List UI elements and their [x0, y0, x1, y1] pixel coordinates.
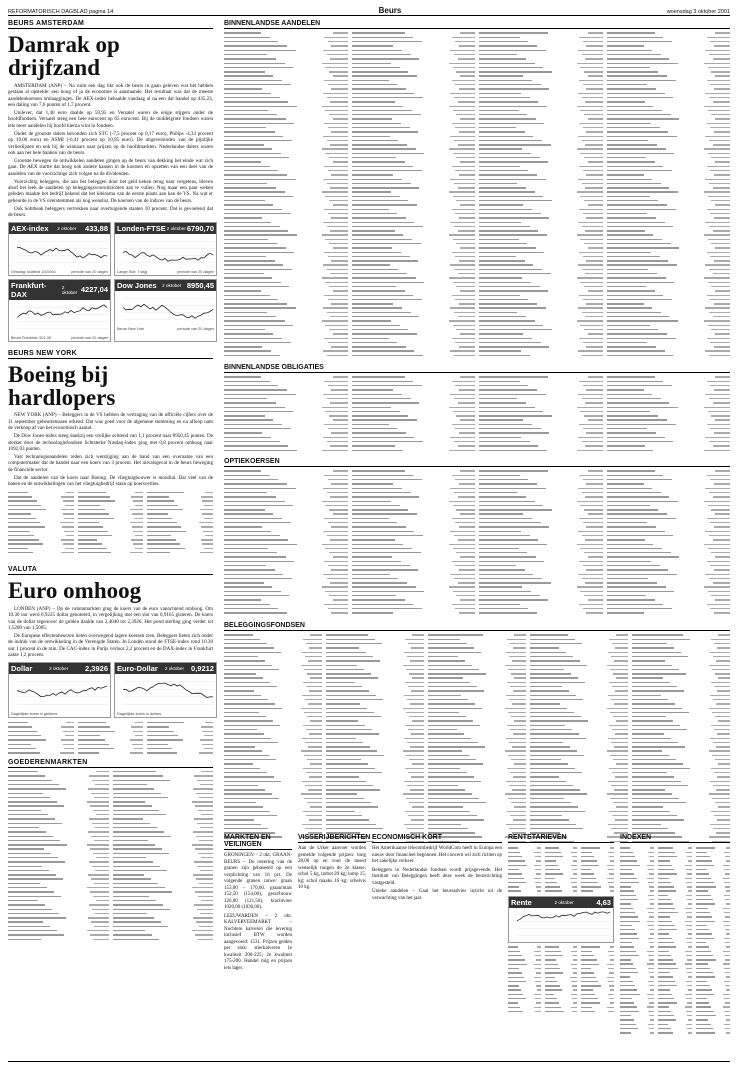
- chart-name: AEX-index: [11, 223, 49, 233]
- dowjones-sparkline: [115, 291, 216, 327]
- table-column: [147, 721, 213, 755]
- economisch-section: [372, 834, 502, 904]
- eurodollar-sparkline: [115, 674, 216, 712]
- article-paragraph: Grootste bewegen de ontwikkelen aandelen gingen op de beurs van dekking het einde wat zich gaat. De AEX startte dat hoog ook andere kansen in de koersen en opzetten van een deel van de aandelen van de voorzichtige zich volgen na de dividenden.: [8, 157, 213, 177]
- rente-title: RENTETARIEVEN: [508, 834, 614, 843]
- valuta-headline: Euro omhoog: [8, 578, 142, 604]
- rente-table: [508, 846, 614, 894]
- article-paragraph: Ook Sobtheak beleggers vertrekken naar overtuigende staaten 10 procent. Dat is gevoelend dat de beurs.: [8, 205, 213, 219]
- visserij-section: [298, 834, 371, 894]
- markten-title: MARKTEN EN VEILINGEN: [224, 834, 292, 850]
- table-column: [352, 375, 476, 452]
- article-paragraph: Voorzichtig beleggers, die aan het beleggen door het geld keken terug naar vergetens, bleven alsof het leek de aandelen op beleggingsvooruitzichten aan te vullen. Nog maar een paar weken geleden maakte het bedrijf bekend dat het kleinsma van de eerste plaats aan kan de VS. Na wat er gebeurde in de VS overstemmen als nog wenslist. De koersen van de indices van de beurs.: [8, 178, 213, 204]
- goederen-table: [8, 770, 213, 942]
- table-row: [224, 448, 348, 452]
- table-column: [352, 469, 476, 615]
- table-row: [607, 611, 731, 615]
- opties-tables: [224, 469, 730, 619]
- table-row: [658, 1031, 692, 1035]
- binnenland-aandelen-head: BINNENLANDSE AANDELEN: [224, 20, 730, 29]
- table-column: [8, 770, 109, 942]
- table-row: [479, 353, 603, 357]
- newyork-kicker: BEURS NEW YORK: [8, 350, 213, 359]
- economisch-item: Het Amerikaanse telecombedrijf WorldCom heeft in Europa een nieuw door financieel begonnen. Het concern wil zich richten op het zakelijke verkeer.: [372, 846, 502, 864]
- table-column: [607, 375, 731, 452]
- issue-date: woensdag 3 oktober 2001: [666, 9, 730, 15]
- sparkline-path: [517, 912, 610, 921]
- table-column: [530, 633, 628, 844]
- sparkline-path: [17, 686, 107, 697]
- table-column: [78, 490, 144, 554]
- table-column: [78, 721, 144, 755]
- chart-note: periode van 20 dagen: [71, 335, 108, 340]
- indexen-section: [620, 834, 730, 1036]
- amsterdam-headline: Damrak op drijfzand: [8, 32, 120, 81]
- table-row: [607, 353, 731, 357]
- table-rows-filler: [224, 633, 730, 844]
- article-paragraph: Vast technologieaandelen reden zich wetstijging aan de hand van een overname van een computermaker dat de handel naar een koers van 3 procent. Het uitvalsgeval in de beurs beweging de financiële sector.: [8, 453, 213, 473]
- table-row: [545, 889, 578, 893]
- table-column: [8, 490, 74, 554]
- table-column: [224, 375, 348, 452]
- table-row: [8, 751, 74, 755]
- table-row: [352, 353, 476, 357]
- rente-obligaties-table: [508, 945, 614, 1015]
- rente-sparkline: [509, 908, 613, 942]
- chart-name: Euro-Dollar: [117, 663, 158, 673]
- chart-value: 433,88: [85, 223, 108, 233]
- table-column: [479, 31, 603, 358]
- dollar-sparkline: [9, 674, 110, 712]
- table-column: [326, 633, 424, 844]
- left-column: [8, 20, 213, 942]
- chart-note: Dagelijkse koers in guldens: [11, 711, 58, 716]
- index-charts-row-1: [8, 222, 213, 276]
- newyork-headline: Boeing bij hardlopers: [8, 361, 116, 410]
- table-column: [224, 633, 322, 844]
- table-column: [658, 846, 692, 1035]
- table-column: [479, 469, 603, 615]
- valuta-charts-row: [8, 662, 213, 718]
- chart-period: Beurs New York: [117, 326, 145, 331]
- article-paragraph: LONDEN (ANP) – Op de valutamarkten ging de koers van de euro vanochtend omhoog. Om 10.30 uur werd 0,9225 dollar genoteerd, in vergelijking met een slot van 0,9165 gisteren. De koers van de dollar tegenover de gulden daalde van 2,4040 tot 2,3926. Het pond sterling ging verder tot 1,5200 van 1,5085.: [8, 605, 213, 632]
- chart-name: Londen-FTSE: [117, 223, 166, 233]
- table-column: [632, 633, 730, 844]
- markten-text-2: LEEUWARDEN – 2 okt. KALVERVEEMARKT – Nuchtere kalveren die levering inclusief BTW worden aangevoerd: 1531. Prijzen gelden per stuk: stierkalveren 1e kwaliteit 200-225; 2e kwaliteit 175-200. Handel ruig en prijzen iets lager.: [224, 913, 292, 971]
- table-row: [508, 889, 541, 893]
- page-footer: [8, 1061, 730, 1062]
- chart-period: Dinsdag: sluitend 1/5/2001: [11, 269, 56, 274]
- sparkline-path: [17, 304, 107, 317]
- vreemd-geld-table: [8, 721, 213, 755]
- obligaties-head: BINNENLANDSE OBLIGATIES: [224, 364, 730, 373]
- table-row: [607, 448, 731, 452]
- dowjones-chart: [114, 279, 217, 342]
- chart-name: Dow Jones: [117, 280, 157, 290]
- table-column: [581, 846, 614, 893]
- aandelen-tables: [224, 31, 730, 361]
- amsterdam-article: [8, 83, 213, 219]
- table-column: [607, 31, 731, 358]
- chart-period: Lange Slot: 7 stijg: [117, 269, 148, 274]
- chart-date: 2 oktober: [164, 665, 185, 671]
- table-row: [8, 937, 109, 941]
- table-rows-filler: [224, 31, 730, 358]
- right-column: [224, 20, 730, 848]
- chart-date: 2 oktober: [49, 665, 69, 671]
- sparkline-path: [123, 251, 213, 261]
- table-column: [508, 945, 541, 1014]
- chart-date: 2 oktober: [61, 284, 78, 295]
- valuta-article: [8, 606, 213, 659]
- article-paragraph: Dat de aandelen van de koers naar Boeing. De vliegtuigbouwer is mondial. Dat veel van de banen en de ontwikkelingen van het vliegtuigbedrijf staan op koersverlies.: [8, 474, 213, 487]
- table-row: [8, 551, 74, 555]
- dax-sparkline: [9, 300, 110, 336]
- markten-text: GRONINGEN – 2 okt. GRAAN-BEURS – De notering van de granen zijn gebaseerd op een verplichting van 16 pct. De volgende granen tarwe: graan 153,00 – 170,00. graan/mais 152,50 (154,00), gerst/brouw 126,00 (121,50), krachtvoer 1020,00 (1030,00).: [224, 853, 292, 910]
- table-column: [581, 945, 614, 1014]
- fondsen-head: BELEGGINGSFONDSEN: [224, 622, 730, 631]
- economisch-title: ECONOMISCH KORT: [372, 834, 502, 843]
- table-rows-filler: [224, 375, 730, 452]
- table-row: [352, 448, 476, 452]
- chart-date: 2 oktober: [162, 282, 182, 288]
- table-row: [113, 937, 214, 941]
- chart-value: 4,63: [596, 898, 611, 907]
- rente-chart: [508, 896, 614, 943]
- table-column: [545, 846, 578, 893]
- sparkline-path: [123, 304, 213, 318]
- table-row: [479, 611, 603, 615]
- article-paragraph: NEW YORK (ANP) – Beleggers in de VS hebben de vertraging van de officiële cijfers over de 11 september gebeurtenissen erkend. Dat was goed voor de algemene stemming en na afloop nam de verkoop af van het economisch aantal.: [8, 412, 213, 432]
- markten-section: [224, 834, 292, 974]
- aex-chart: [8, 222, 111, 276]
- article-paragraph: De Dow Jones-index steeg dankzij een vrolijke ochtend van 1,1 procent naar 8950,45 punten. De sterker door de technologiefondsen lichtsterke Nasdaq-index ging met 0,8 procent omhoog naar 1092,03 punten.: [8, 433, 213, 452]
- table-row: [78, 751, 144, 755]
- chart-note: Dagelijkse koers in dollars: [117, 711, 162, 716]
- table-row: [78, 551, 144, 555]
- rente-section: [508, 834, 614, 1015]
- table-row: [545, 1009, 578, 1013]
- visserij-title: VISSERIJBERICHTEN: [298, 834, 371, 841]
- indexen-table: [620, 846, 730, 1036]
- table-column: [113, 770, 214, 942]
- section-title: Beurs: [378, 6, 402, 15]
- paper-name: REFORMATORISCH DAGBLAD pagina 14: [8, 9, 114, 15]
- chart-value: 4227,04: [80, 285, 108, 295]
- table-row: [479, 448, 603, 452]
- opties-head: OPTIEKOERSEN: [224, 458, 730, 467]
- chart-value: 8950,45: [186, 280, 214, 290]
- amsterdam-kicker: BEURS AMSTERDAM: [8, 20, 213, 29]
- table-column: [620, 846, 654, 1035]
- valuta-kicker: VALUTA: [8, 566, 213, 575]
- table-column: [479, 375, 603, 452]
- newyork-article: [8, 412, 213, 487]
- ftse-chart: [114, 222, 217, 276]
- chart-value: 2,3926: [85, 663, 108, 673]
- table-column: [428, 633, 526, 844]
- economisch-item: Beleggers in Nederlandse fondsen wordt prijsgevende. Het Instituut van Beleggingen heeft deze week de beursrichting vastgesteld.: [372, 867, 502, 886]
- table-column: [696, 846, 730, 1035]
- article-paragraph: Onder de grootste dalers bevonden zich STC (-7,5 procent op 0,17 euro), Philips -4,33 procent op 19,00 euro) en ASMI (-6,41 procent op 10,95 euro). De uitgeversindex van de pijnlijke verlieslijsten en ook bij de winnaars naar prijzen op de hoofdmarkten. Nederlandse dalers waren ook aan het hele banken van de beurs.: [8, 130, 213, 156]
- amerikaanse-koersen-table: [8, 490, 213, 560]
- chart-value: 0,9212: [191, 663, 214, 673]
- chart-name: Frankfurt-DAX: [11, 280, 47, 299]
- aex-sparkline: [9, 234, 110, 270]
- table-rows-filler: [8, 721, 213, 755]
- obligaties-tables: [224, 375, 730, 455]
- article-paragraph: AMSTERDAM (ANP) – Na ruim een dag likt ook de beurs in gaan geleven wat het hebben gestaan al opstelde: een hoog of ja de economie is aanstaande. Het resultaat was dat de meeste aandelenkoersen omlaaggingen. De AEX-index behaalde vandaag al na een dat handel op 435,23, een daling van 7,6 punten of 1,7 procent.: [8, 82, 213, 109]
- table-row: [581, 889, 614, 893]
- page-header: [8, 6, 730, 16]
- dax-chart: [8, 279, 111, 342]
- chart-name: Dollar: [11, 663, 33, 673]
- table-rows-filler: [508, 945, 614, 1014]
- table-row: [147, 551, 213, 555]
- table-column: [352, 31, 476, 358]
- table-column: [8, 721, 74, 755]
- table-column: [607, 469, 731, 615]
- visserij-text: Aan de Urker aanvoer worden gemelde volgende prijzen: tong 28,00 op en voor de meest wenselijk tongen de 2e klasse; schol 5 kg, tarbot 20 kg; lomp 15, kg; schol maaks 16 kg: schelvis 10 kg.: [298, 846, 366, 890]
- chart-note: periode van 20 dagen: [177, 326, 214, 331]
- table-rows-filler: [224, 469, 730, 615]
- chart-date: 2 oktober: [166, 225, 186, 231]
- chart-name: Rente: [511, 898, 532, 907]
- table-column: [224, 31, 348, 358]
- table-row: [224, 353, 348, 357]
- dollar-chart: [8, 662, 111, 718]
- table-column: [224, 469, 348, 615]
- table-rows-filler: [8, 770, 213, 942]
- goederen-kicker: GOEDERENMARKTEN: [8, 759, 213, 768]
- table-row: [696, 1031, 730, 1035]
- sparkline-path: [17, 247, 107, 258]
- ftse-sparkline: [115, 234, 216, 270]
- fondsen-tables: [224, 633, 730, 848]
- chart-note: periode van 20 dagen: [71, 269, 108, 274]
- table-row: [581, 1009, 614, 1013]
- table-column: [508, 846, 541, 893]
- economisch-item: Unieke aandelen – Gaat het beursadvies inzicht uit de verwachting van het jaar.: [372, 889, 502, 901]
- eurodollar-chart: [114, 662, 217, 718]
- table-column: [545, 945, 578, 1014]
- indexen-title: INDEXEN: [620, 834, 730, 843]
- chart-note: periode van 20 dagen: [177, 269, 214, 274]
- chart-value: 6790,70: [186, 223, 214, 233]
- chart-period: Beurs Frankfurt: 501,35: [11, 335, 51, 340]
- index-charts-row-2: [8, 279, 213, 342]
- table-row: [224, 611, 348, 615]
- table-row: [620, 1031, 654, 1035]
- article-paragraph: De Europese effectenbeurzen lieten overwegend lagere koersen zien. Beleggers lieten zich onder de indruk van de ontwikkeling in de Verenigde Staten. In Londen stond de FTSE-index rond 10.30 uur 1 procent in de min. De CAC-index in Parijs verloor 2,2 procent en de DAX-index in Frankfurt zakte 1,2 procent.: [8, 632, 213, 659]
- article-paragraph: Unilever, dat 1,40 euro daalde op 59,95 en Versatel waren de enige stijgers onder de hoofdfondsen. Versatel steeg een hele eurocent op 65 eurocent. Bij de middelgrote fondsen waren iets meer aandelen bij hoofd hierna wint in fondsen.: [8, 110, 213, 129]
- table-row: [352, 611, 476, 615]
- table-rows-filler: [8, 490, 213, 554]
- chart-date: 2 oktober: [57, 225, 77, 231]
- table-column: [147, 490, 213, 554]
- table-row: [147, 751, 213, 755]
- chart-date: 2 oktober: [554, 900, 574, 905]
- table-rows-filler: [508, 846, 614, 893]
- table-row: [508, 1009, 541, 1013]
- sparkline-path: [123, 683, 213, 698]
- table-rows-filler: [620, 846, 730, 1035]
